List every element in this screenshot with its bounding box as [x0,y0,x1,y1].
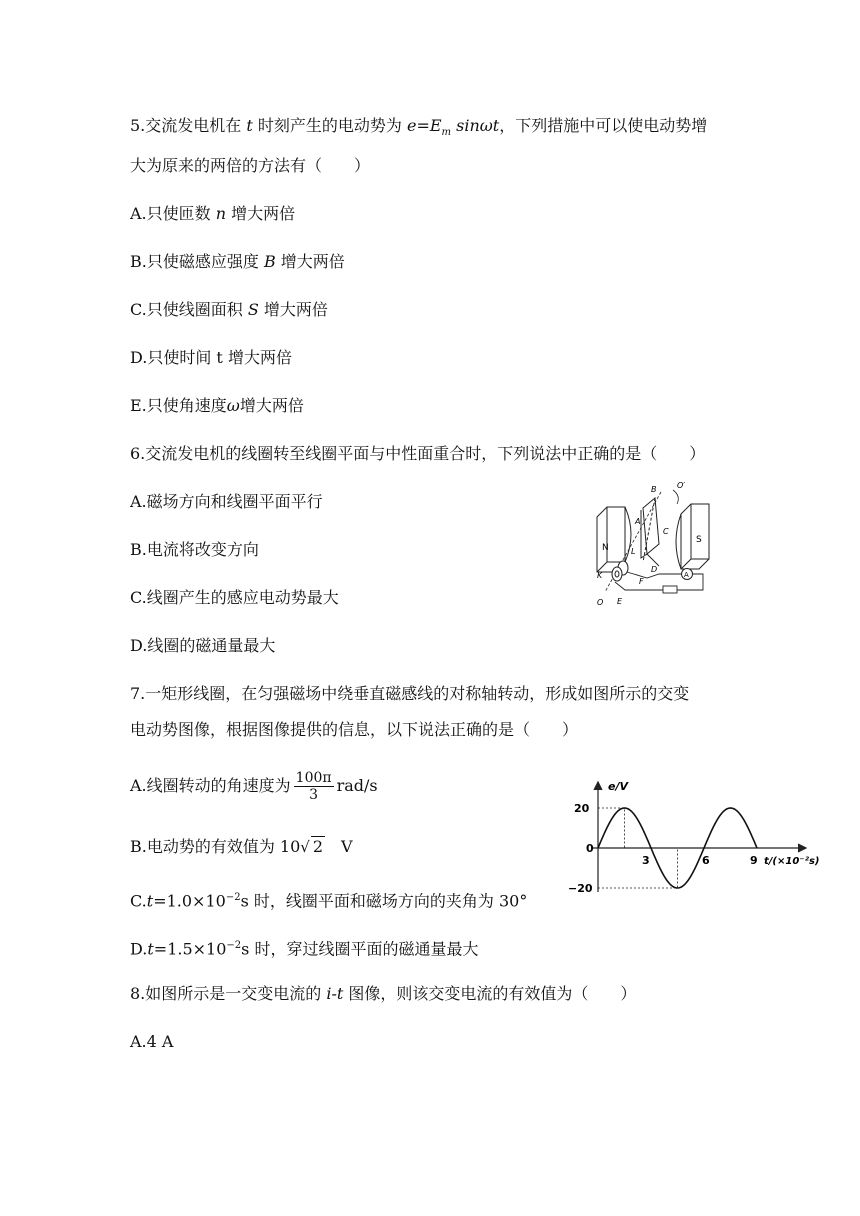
q6-option-a: A.磁场方向和线圈平面平行 [130,492,323,511]
q5-var-B: B [263,252,276,271]
q7-option-d-exp: −2 [226,940,242,951]
slip-rings [612,561,628,581]
q5-option-e-text2: 增大两倍 [239,396,304,415]
label-ammeter: A [684,571,689,579]
q5-var-E: E [429,116,442,135]
q5-option-e-text: E.只使角速度 [130,396,227,415]
q5-var-omega: ω [226,396,240,415]
q5-stem-text2: 时刻产生的电动势为 [252,116,407,135]
q7-option-d-value: =1.5×10 [153,939,227,959]
q5-option-b-text2: 增大两倍 [275,252,345,271]
label-C: C [663,527,669,536]
q5-option-c-text: C.只使线圈面积 [130,300,248,319]
y-axis-label: e/V [608,780,628,793]
q6-option-d: D.线圈的磁通量最大 [130,636,276,655]
label-O-prime: O′ [677,481,686,490]
q7-stem-line2: 电动势图像，根据图像提供的信息，以下说法正确的是（ ） [130,720,579,739]
label-E: E [617,597,623,606]
q5-option-c-text2: 增大两倍 [258,300,328,319]
q7-option-d-prefix: D. [130,939,148,959]
sqrt-radicand: 2 [312,837,324,856]
q7-option-a [130,770,378,803]
y-tick-0: 0 [586,842,594,855]
q6-option-c: C.线圈产生的感应电动势最大 [130,588,339,607]
q8-stem-text2: 图像，则该交变电流的有效值为（ ） [343,984,637,1003]
coil [641,498,659,566]
label-L: L [631,547,636,556]
x-tick-9: 9 [750,854,758,867]
q7-option-c-exp: −2 [225,892,241,903]
label-A: A [635,517,641,526]
y-tick-neg20: −20 [568,882,593,895]
q5-stem-line1 [130,116,707,143]
fraction-numerator: 100π [295,770,332,786]
q5-option-b-text: B.只使磁感应强度 [130,252,264,271]
q7-stem-line1: 7.一矩形线圈，在匀强磁场中绕垂直磁感线的对称轴转动，形成如图所示的交变 [130,684,690,703]
fraction-100pi-over-3 [294,770,334,803]
q7-option-a-text: A.线圈转动的角速度为 [130,776,291,795]
label-B: B [651,485,657,494]
generator-diagram [585,462,725,612]
q8-stem [130,984,636,1004]
label-K: K [597,571,603,580]
label-O: O [597,598,604,607]
q7-option-c-prefix: C. [130,891,147,911]
q7-option-d-rest: s 时，穿过线圈平面的磁通量最大 [241,939,479,959]
q5-sub-m: m [441,127,452,139]
q5-option-c [130,300,328,320]
x-tick-6: 6 [702,854,710,867]
rotation-arrow [673,490,678,504]
s-magnet [676,504,709,569]
emf-time-chart [560,772,830,902]
q5-var-t: t [246,116,253,135]
y-tick-20: 20 [574,802,590,815]
q5-option-b [130,252,345,272]
q5-eq: = [416,116,430,135]
q5-var-S: S [247,300,259,319]
x-tick-3: 3 [642,854,650,867]
q7-option-d [130,936,478,959]
label-S: S [696,535,702,545]
q7-option-c-value: =1.0×10 [153,891,226,911]
x-axis-label: t/(×10⁻²s) [764,856,820,867]
q5-option-a-text2: 增大两倍 [226,204,296,223]
label-N: N [602,543,609,553]
q7-option-a-unit: rad/s [336,776,378,795]
q5-option-a [130,204,295,224]
q7-option-b: B.电动势的有效值为 10√ 2 V [130,837,353,856]
q5-var-e: e [406,116,417,135]
q5-var-n: n [215,204,227,223]
q7-option-b-text: B.电动势的有效值为 10 [130,837,301,856]
q5-option-d: D.只使时间 t 增大两倍 [130,348,292,367]
q8-stem-text: 8.如图所示是一交变电流的 [130,984,327,1003]
q8-option-a: A.4 A [130,1032,174,1051]
q5-option-e [130,396,304,416]
fraction-denominator: 3 [309,787,319,803]
q7-option-c-var-t: t [146,891,154,911]
q5-stem-line2: 大为原来的两倍的方法有（ ） [130,156,371,175]
q7-option-b-unit: V [325,837,353,856]
chart-axes [592,782,806,892]
q5-stem-text3: ，下列措施中可以使电动势增 [499,116,708,135]
q8-var-it: i-t [326,984,344,1003]
q5-stem-text: 5.交流发电机在 [130,116,247,135]
q6-option-b: B.电流将改变方向 [130,540,259,559]
q6-stem: 6.交流发电机的线圈转至线圈平面与中性面重合时，下列说法中正确的是（ ） [130,444,706,463]
q7-option-c-rest: s 时，线圈平面和磁场方向的夹角为 30° [240,891,528,911]
label-F: F [639,577,644,586]
q5-option-a-text: A.只使匝数 [130,204,216,223]
label-D: D [651,565,658,574]
q7-option-c [130,888,527,911]
q7-option-d-var-t: t [147,939,154,959]
q5-sin: sinωt [451,116,500,135]
